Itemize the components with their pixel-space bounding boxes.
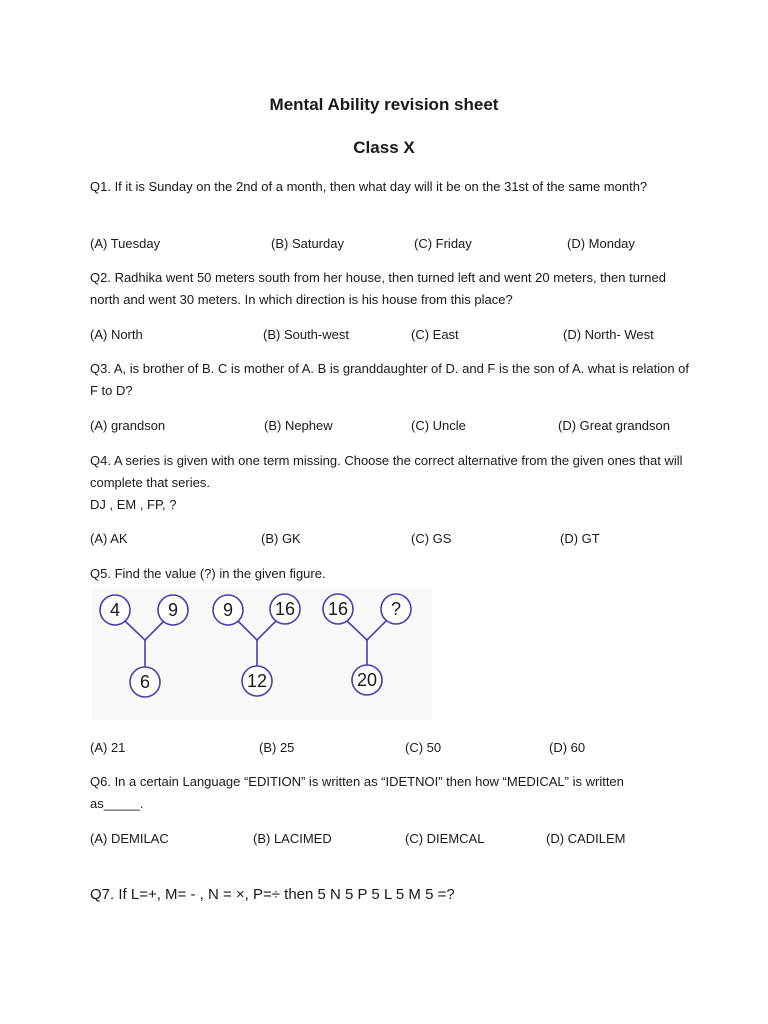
- q3-option-c: (C) Uncle: [411, 418, 466, 433]
- fig2-top-left: 9: [222, 600, 234, 620]
- q4-option-b: (B) GK: [261, 531, 301, 546]
- q2-option-c: (C) East: [411, 327, 459, 342]
- q2-option-d: (D) North- West: [563, 327, 654, 342]
- q1-option-a: (A) Tuesday: [90, 236, 161, 251]
- q3-option-d: (D) Great grandson: [558, 418, 670, 433]
- q5-option-b: (B) 25: [259, 740, 295, 755]
- q4-option-a: (A) AK: [90, 531, 128, 546]
- q5-option-d: (D) 60: [549, 740, 586, 755]
- question-7-text: Q7. If L=+, M= - , N = ×, P=÷ then 5 N 5 P 5 L 5 M 5 =?: [90, 886, 455, 903]
- fig1-top-right: 9: [167, 600, 179, 620]
- q4-series: DJ , EM , FP, ?: [90, 497, 177, 512]
- q5-figure: [92, 588, 432, 720]
- q2-option-a: (A) North: [90, 327, 143, 342]
- page-subtitle: Class X: [353, 138, 415, 157]
- q4-option-d: (D) GT: [560, 531, 600, 546]
- q1-option-d: (D) Monday: [567, 236, 635, 251]
- fig1-bottom: 6: [139, 672, 151, 692]
- q3-option-b: (B) Nephew: [264, 418, 333, 433]
- fig3-top-right: ?: [390, 599, 402, 619]
- question-5-text: Q5. Find the value (?) in the given figure.: [90, 566, 326, 581]
- q6-option-a: (A) DEMILAC: [90, 831, 169, 846]
- q5-option-c: (C) 50: [405, 740, 442, 755]
- q6-option-d: (D) CADILEM: [546, 831, 626, 846]
- q6-option-c: (C) DIEMCAL: [405, 831, 485, 846]
- question-2-text: Q2. Radhika went 50 meters south from her house, then turned left and went 20 meters, then turned north and went 30 meters. In which direction is his house from this place?: [90, 270, 666, 307]
- question-3-text: Q3. A, is brother of B. C is mother of A. B is granddaughter of D. and F is the son of A. what is relation of F to D?: [90, 361, 690, 398]
- fig3-top-left: 16: [327, 599, 349, 619]
- q1-option-b: (B) Saturday: [271, 236, 344, 251]
- fig1-top-left: 4: [109, 600, 121, 620]
- q6-option-b: (B) LACIMED: [253, 831, 332, 846]
- q2-option-b: (B) South-west: [263, 327, 349, 342]
- fig2-top-right: 16: [274, 599, 296, 619]
- q3-option-a: (A) grandson: [90, 418, 166, 433]
- q1-option-c: (C) Friday: [414, 236, 472, 251]
- q5-option-a: (A) 21: [90, 740, 126, 755]
- page-title: Mental Ability revision sheet: [269, 95, 499, 114]
- q4-option-c: (C) GS: [411, 531, 452, 546]
- fig2-bottom: 12: [246, 671, 268, 691]
- question-1-text: Q1. If it is Sunday on the 2nd of a month, then what day will it be on the 31st of the same month?: [90, 179, 648, 194]
- fig3-bottom: 20: [356, 670, 378, 690]
- question-4-text: Q4. A series is given with one term missing. Choose the correct alternative from the given ones that will complete that series.: [90, 453, 683, 490]
- question-6-text: Q6. In a certain Language “EDITION” is written as “IDETNOI” then how “MEDICAL” is written as_____.: [90, 774, 624, 811]
